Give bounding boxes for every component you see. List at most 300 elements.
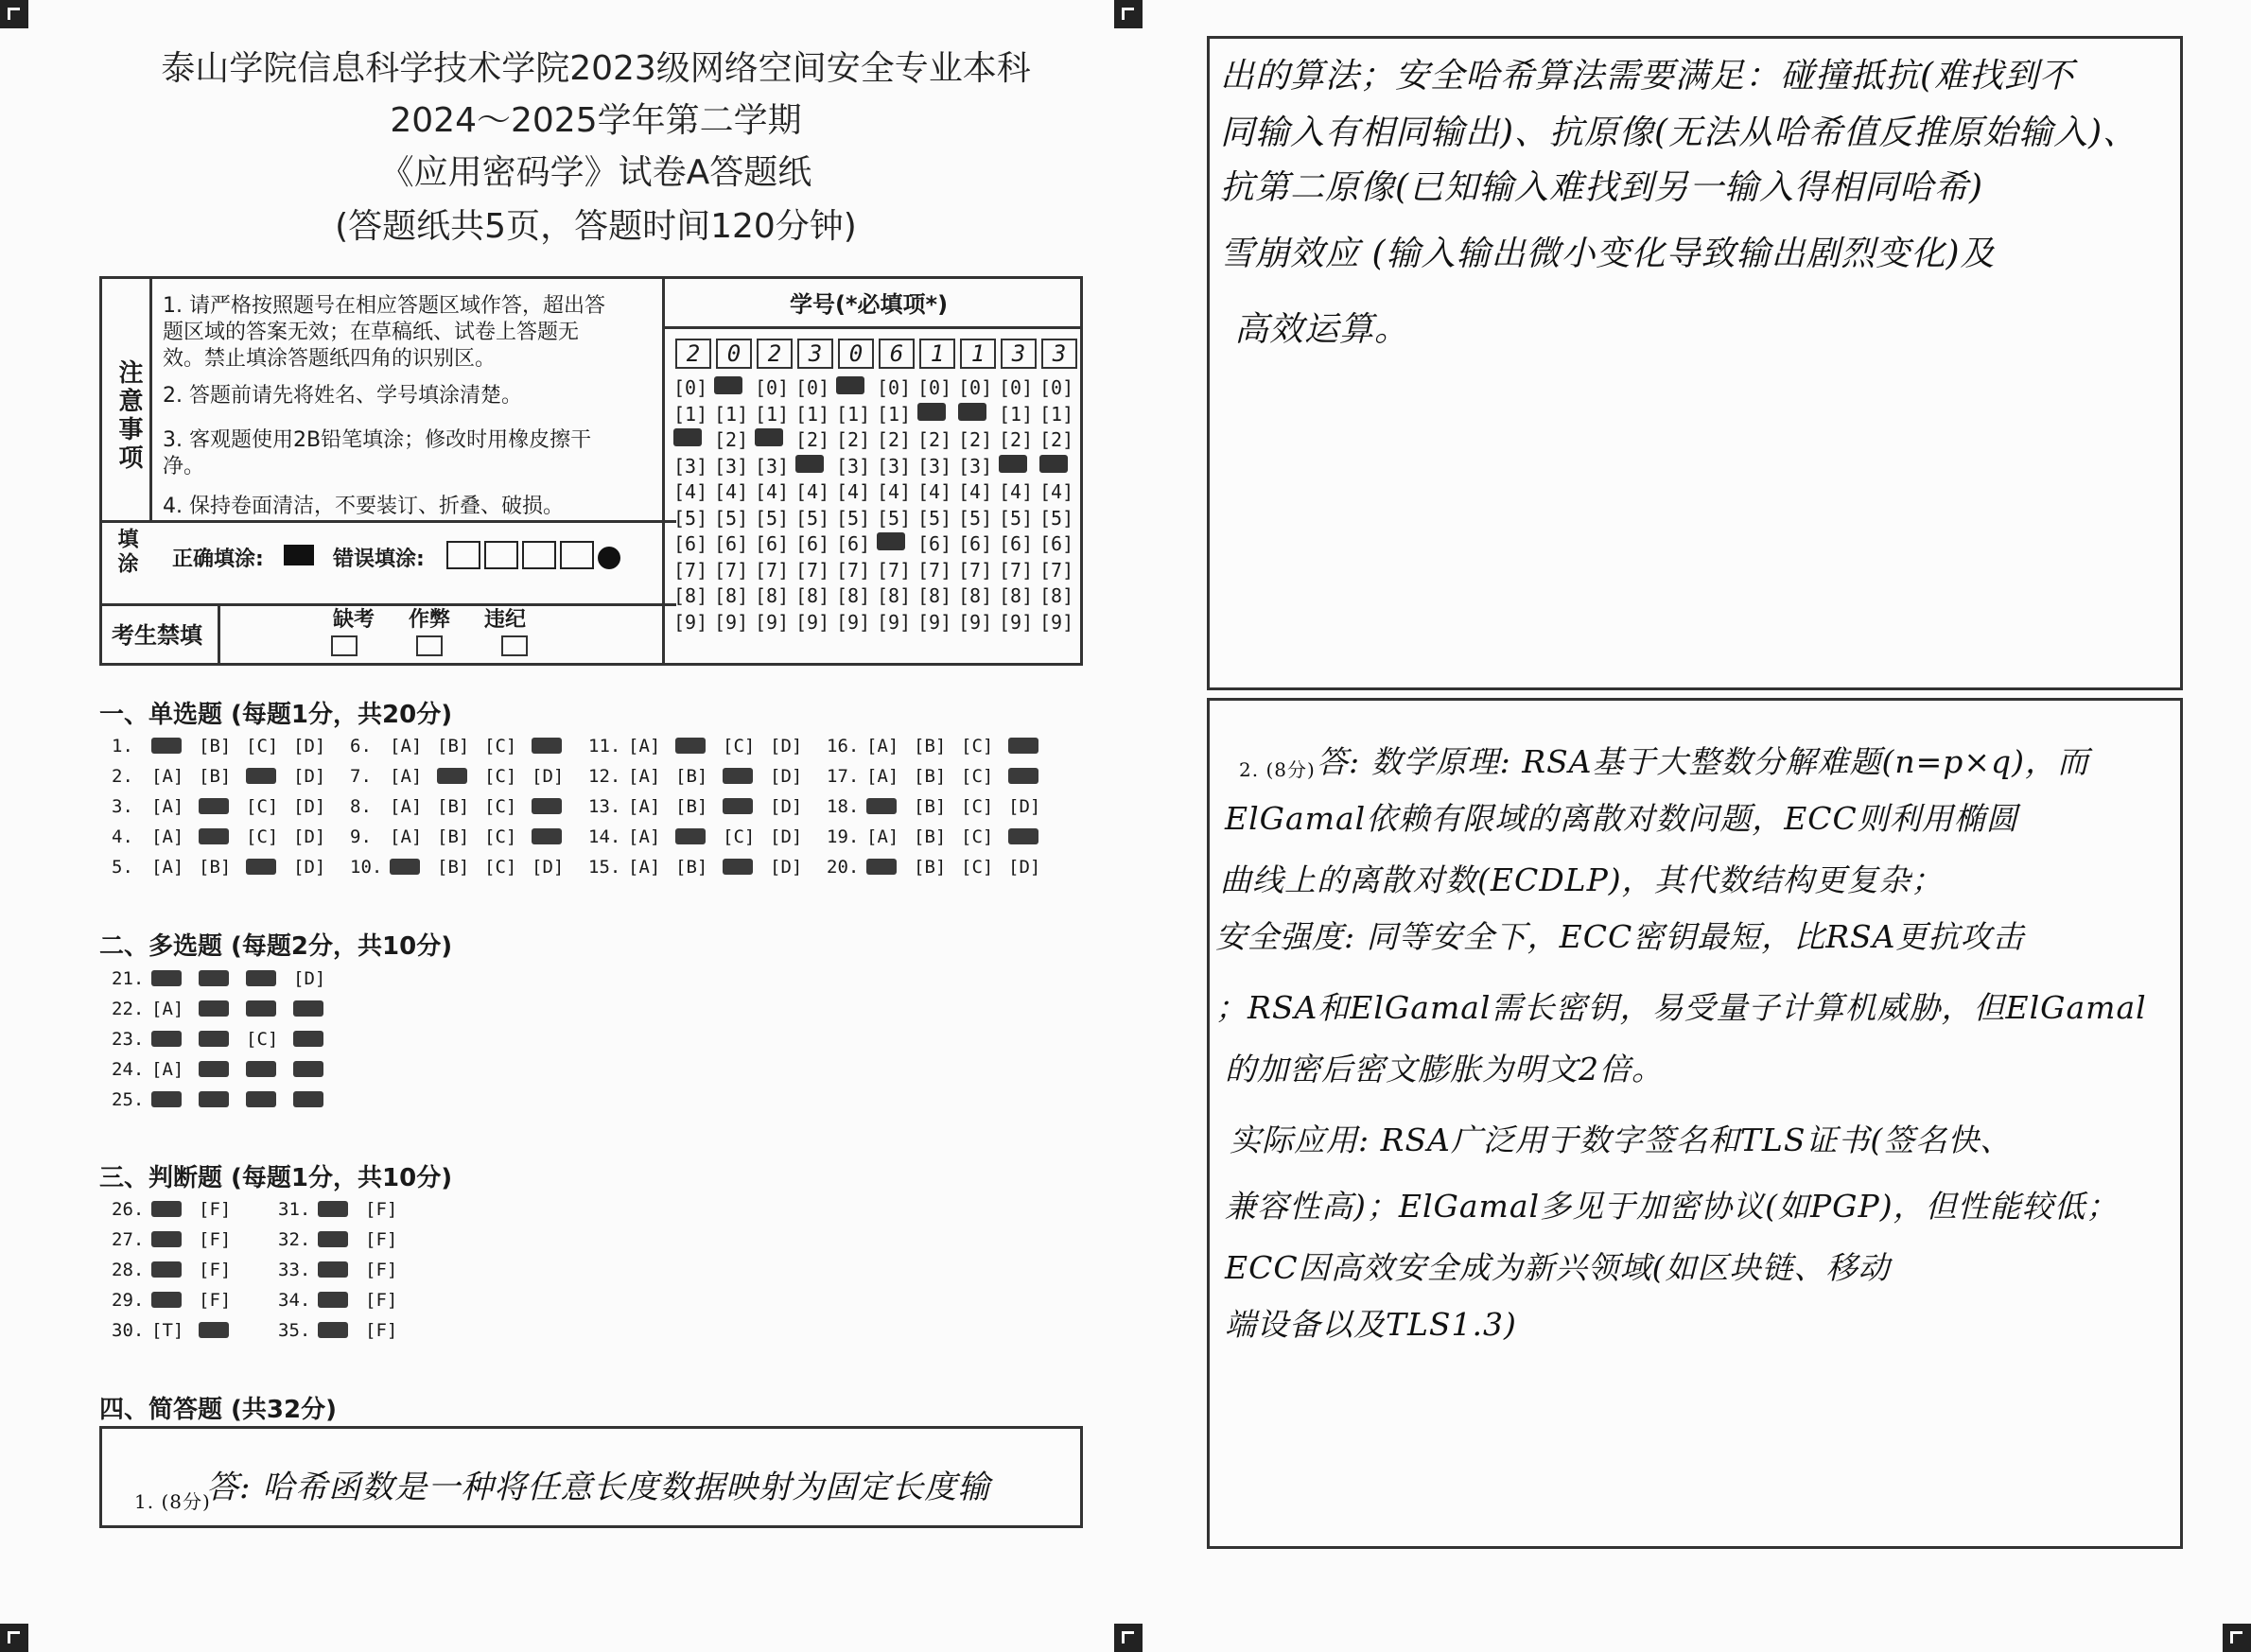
option-bubble[interactable]: [C] [246, 796, 279, 817]
student-id-written-digit: 0 [838, 339, 874, 369]
student-id-bubble[interactable]: [7] [958, 558, 993, 582]
option-bubble-filled[interactable] [151, 1260, 199, 1280]
judge-row [278, 1290, 412, 1311]
multi-choice-row [112, 1059, 340, 1080]
student-id-bubble[interactable]: [1] [714, 402, 749, 426]
student-id-bubble-filled[interactable] [877, 532, 905, 550]
option-bubble-filled[interactable] [199, 1059, 246, 1080]
option-bubble[interactable]: [A] [390, 766, 423, 787]
forbidden-label-divider [218, 603, 220, 666]
option-bubble-filled[interactable] [866, 796, 914, 817]
student-id-bubble[interactable]: [5] [836, 506, 871, 530]
student-id-bubble[interactable]: [5] [958, 506, 993, 530]
single-choice-row [350, 826, 579, 847]
student-id-bubble[interactable]: [9] [755, 610, 790, 634]
option-bubble-filled[interactable] [318, 1290, 365, 1311]
option-bubble[interactable]: [F] [199, 1229, 232, 1250]
corner-mark-bottom-left [0, 1624, 28, 1652]
student-id-bubble[interactable]: [1] [795, 402, 830, 426]
option-bubble[interactable]: [C] [246, 736, 279, 756]
section-judge-title: 三、判断题 (每题1分，共10分) [99, 1164, 453, 1192]
student-id-bubble[interactable]: [4] [795, 480, 830, 503]
option-bubble[interactable]: [C] [723, 736, 756, 756]
student-id-bubble[interactable]: [2] [836, 428, 871, 451]
student-id-bubble[interactable]: [9] [958, 610, 993, 634]
student-id-bubble[interactable]: [4] [836, 480, 871, 503]
student-id-bubble[interactable]: [7] [795, 558, 830, 582]
option-bubble[interactable]: [B] [199, 766, 232, 787]
option-bubble[interactable]: [B] [675, 857, 708, 878]
option-bubble-filled[interactable] [318, 1320, 365, 1341]
option-bubble-filled[interactable] [199, 1089, 246, 1110]
single-choice-row [827, 826, 1056, 847]
student-id-bubble[interactable]: [0] [673, 376, 708, 399]
option-bubble[interactable]: [C] [484, 736, 517, 756]
option-bubble[interactable]: [F] [199, 1260, 232, 1280]
student-id-bubble[interactable]: [8] [795, 584, 830, 607]
single-choice-row [827, 796, 1056, 817]
student-id-bubble[interactable]: [8] [917, 584, 952, 607]
student-id-bubble[interactable]: [3] [917, 454, 952, 478]
option-bubble-filled[interactable] [318, 1199, 365, 1220]
student-id-bubble[interactable]: [0] [877, 376, 912, 399]
student-id-bubble[interactable]: [3] [877, 454, 912, 478]
student-id-title: 学号(*必填项*) [790, 291, 949, 318]
student-id-bubble[interactable]: [5] [673, 506, 708, 530]
student-id-bubble[interactable]: [2] [714, 428, 749, 451]
section-short-title: 四、简答题 (共32分) [99, 1396, 337, 1424]
option-bubble[interactable]: [C] [484, 826, 517, 847]
option-bubble[interactable]: [B] [675, 766, 708, 787]
student-id-bubble[interactable]: [1] [673, 402, 708, 426]
student-id-bubble[interactable]: [9] [795, 610, 830, 634]
student-id-bubble[interactable]: [1] [836, 402, 871, 426]
option-bubble-filled[interactable] [293, 1089, 340, 1110]
option-bubble-filled[interactable] [151, 968, 199, 989]
option-bubble[interactable]: [A] [151, 1059, 184, 1080]
question-number: 11. [588, 736, 621, 756]
student-id-bubble[interactable]: [4] [1039, 480, 1074, 503]
student-id-bubble[interactable]: [4] [755, 480, 790, 503]
student-id-bubble[interactable]: [1] [999, 402, 1034, 426]
notice-item-1: 1. 请严格按照题号在相应答题区域作答，超出答题区域的答案无效；在草稿纸、试卷上答题无效。禁止填涂答题纸四角的识别区。 [163, 294, 605, 371]
student-id-bubble[interactable]: [6] [999, 532, 1034, 555]
student-id-bubble[interactable]: [7] [673, 558, 708, 582]
judge-area [112, 1199, 585, 1350]
student-id-bubble[interactable]: [2] [1039, 428, 1074, 451]
exam-title-line4: (答题纸共5页，答题时间120分钟) [335, 207, 857, 246]
student-id-bubble[interactable]: [1] [755, 402, 790, 426]
student-id-bubble[interactable]: [5] [795, 506, 830, 530]
student-id-bubble[interactable]: [0] [1039, 376, 1074, 399]
option-bubble[interactable]: [A] [628, 796, 661, 817]
option-bubble-filled[interactable] [151, 1229, 199, 1250]
question-number: 27. [112, 1229, 145, 1250]
option-bubble-filled[interactable] [437, 766, 484, 787]
single-choice-row [588, 796, 817, 817]
question-number: 3. [112, 796, 133, 817]
student-id-bubble[interactable]: [6] [795, 532, 830, 555]
judge-row [278, 1199, 412, 1220]
option-bubble[interactable]: [C] [961, 796, 994, 817]
q1-right-line-5: 高效运算。 [1234, 310, 1410, 349]
student-id-bubble[interactable]: [8] [958, 584, 993, 607]
option-bubble[interactable]: [B] [437, 736, 470, 756]
q1-right-line-3: 抗第二原像(已知输入难找到另一输入得相同哈希) [1220, 168, 1984, 207]
option-bubble-filled[interactable] [390, 857, 437, 878]
student-id-bubble[interactable]: [7] [877, 558, 912, 582]
option-bubble[interactable]: [F] [199, 1199, 232, 1220]
judge-row [112, 1320, 246, 1341]
option-bubble[interactable]: [A] [151, 857, 184, 878]
option-bubble[interactable]: [D] [293, 857, 326, 878]
option-bubble-filled[interactable] [246, 999, 293, 1019]
option-bubble[interactable]: [D] [532, 766, 565, 787]
option-bubble[interactable]: [A] [390, 796, 423, 817]
option-bubble[interactable]: [C] [961, 857, 994, 878]
student-id-bubble[interactable]: [5] [714, 506, 749, 530]
option-bubble[interactable]: [T] [151, 1320, 184, 1341]
option-bubble[interactable]: [F] [365, 1229, 398, 1250]
option-bubble[interactable]: [B] [199, 857, 232, 878]
exam-title-line2: 2024～2025学年第二学期 [390, 101, 802, 140]
forbidden-checkbox-cheat[interactable] [416, 635, 443, 656]
student-id-bubble-filled[interactable] [836, 376, 864, 394]
forbidden-absent: 缺考 [333, 608, 375, 632]
student-id-bubble[interactable]: [8] [877, 584, 912, 607]
student-id-bubble[interactable]: [1] [877, 402, 912, 426]
corner-mark-top-center [1114, 0, 1143, 28]
q2-line-4: 安全强度: 同等安全下，ECC密钥最短，比RSA更抗攻击 [1215, 918, 2025, 955]
option-bubble[interactable]: [C] [246, 1029, 279, 1050]
question-number: 24. [112, 1059, 145, 1080]
student-id-bubble[interactable]: [2] [795, 428, 830, 451]
corner-mark-top-left [0, 0, 28, 28]
option-bubble-filled[interactable] [199, 999, 246, 1019]
student-id-bubble[interactable]: [5] [1039, 506, 1074, 530]
option-bubble[interactable]: [B] [914, 736, 947, 756]
student-id-bubble[interactable]: [6] [673, 532, 708, 555]
student-id-bubble[interactable]: [9] [877, 610, 912, 634]
student-id-bubble[interactable]: [6] [836, 532, 871, 555]
student-id-bubble[interactable]: [9] [917, 610, 952, 634]
option-bubble[interactable]: [B] [914, 796, 947, 817]
option-bubble-filled[interactable] [246, 968, 293, 989]
option-bubble[interactable]: [F] [365, 1290, 398, 1311]
option-bubble-filled[interactable] [318, 1229, 365, 1250]
question-number: 1. [112, 736, 133, 756]
student-id-bubble[interactable]: [8] [999, 584, 1034, 607]
question-number: 7. [350, 766, 372, 787]
option-bubble[interactable]: [B] [437, 796, 470, 817]
q1-right-line-1: 出的算法；安全哈希算法需要满足：碰撞抵抗(难找到不 [1220, 57, 2075, 96]
option-bubble-filled[interactable] [151, 1029, 199, 1050]
option-bubble[interactable]: [D] [293, 736, 326, 756]
student-id-bubble[interactable]: [1] [1039, 402, 1074, 426]
student-id-bubble[interactable]: [6] [714, 532, 749, 555]
option-bubble[interactable]: [B] [199, 736, 232, 756]
single-choice-row [112, 826, 340, 847]
option-bubble-filled[interactable] [151, 1089, 199, 1110]
single-choice-row [112, 736, 340, 756]
student-id-bubble[interactable]: [4] [917, 480, 952, 503]
student-id-bubble-filled[interactable] [755, 428, 783, 446]
judge-row [278, 1229, 412, 1250]
question-number: 26. [112, 1199, 145, 1220]
question-number: 35. [278, 1320, 311, 1341]
question-number: 17. [827, 766, 860, 787]
student-id-bubble[interactable]: [9] [673, 610, 708, 634]
single-choice-row [827, 766, 1056, 787]
question-number: 33. [278, 1260, 311, 1280]
option-bubble-filled[interactable] [293, 999, 340, 1019]
student-id-bubble[interactable]: [7] [1039, 558, 1074, 582]
option-bubble-filled[interactable] [1008, 826, 1056, 847]
option-bubble-filled[interactable] [246, 1059, 293, 1080]
option-bubble[interactable]: [C] [723, 826, 756, 847]
option-bubble[interactable]: [A] [151, 766, 184, 787]
student-id-bubble[interactable]: [4] [999, 480, 1034, 503]
notice-label: 注意事项 [114, 359, 143, 473]
option-bubble[interactable]: [D] [770, 857, 803, 878]
option-bubble[interactable]: [F] [365, 1260, 398, 1280]
student-id-bubble[interactable]: [6] [1039, 532, 1074, 555]
student-id-bubble[interactable]: [0] [755, 376, 790, 399]
single-choice-row [350, 766, 579, 787]
option-bubble-filled[interactable] [723, 796, 770, 817]
student-id-bubble[interactable]: [3] [755, 454, 790, 478]
student-id-written-digit: 0 [716, 339, 752, 369]
student-id-bubble[interactable]: [7] [836, 558, 871, 582]
option-bubble[interactable]: [B] [675, 796, 708, 817]
student-id-bubble[interactable]: [6] [958, 532, 993, 555]
option-bubble[interactable]: [B] [914, 857, 947, 878]
option-bubble[interactable]: [D] [770, 766, 803, 787]
student-id-bubble[interactable]: [9] [1039, 610, 1074, 634]
q2-line-8: 兼容性高)；ElGamal多见于加密协议(如PGP)，但性能较低； [1225, 1188, 2119, 1225]
option-bubble[interactable]: [A] [866, 736, 899, 756]
option-bubble[interactable]: [A] [390, 826, 423, 847]
question-number: 16. [827, 736, 860, 756]
option-bubble-filled[interactable] [199, 1029, 246, 1050]
wrong-fill-samples [446, 541, 620, 573]
forbidden-checkbox-absent[interactable] [331, 635, 358, 656]
student-id-bubble[interactable]: [0] [917, 376, 952, 399]
option-bubble[interactable]: [C] [484, 796, 517, 817]
option-bubble-filled[interactable] [199, 796, 246, 817]
option-bubble[interactable]: [D] [293, 826, 326, 847]
option-bubble[interactable]: [B] [914, 766, 947, 787]
student-id-bubble[interactable]: [5] [917, 506, 952, 530]
option-bubble[interactable]: [C] [961, 826, 994, 847]
option-bubble-filled[interactable] [675, 826, 723, 847]
option-bubble-filled[interactable] [199, 1320, 246, 1341]
option-bubble[interactable]: [A] [628, 826, 661, 847]
option-bubble[interactable]: [C] [246, 826, 279, 847]
student-id-bubble[interactable]: [7] [999, 558, 1034, 582]
option-bubble[interactable]: [A] [151, 999, 184, 1019]
option-bubble[interactable]: [D] [532, 857, 565, 878]
student-id-bubble[interactable]: [8] [673, 584, 708, 607]
question-number: 8. [350, 796, 372, 817]
single-choice-area [112, 736, 1095, 887]
student-id-bubble[interactable]: [9] [836, 610, 871, 634]
option-bubble[interactable]: [B] [437, 857, 470, 878]
option-bubble[interactable]: [A] [866, 826, 899, 847]
option-bubble[interactable]: [A] [628, 736, 661, 756]
option-bubble-filled[interactable] [293, 1059, 340, 1080]
question-number: 12. [588, 766, 621, 787]
option-bubble-filled[interactable] [723, 857, 770, 878]
option-bubble[interactable]: [D] [293, 796, 326, 817]
student-id-bubble[interactable]: [0] [795, 376, 830, 399]
student-id-bubble[interactable]: [3] [714, 454, 749, 478]
option-bubble[interactable]: [B] [437, 826, 470, 847]
student-id-bubble[interactable]: [6] [917, 532, 952, 555]
student-id-written-digit: 1 [919, 339, 955, 369]
notice-item-3: 3. 客观题使用2B铅笔填涂；修改时用橡皮擦干净。 [163, 428, 592, 478]
multi-choice-row [112, 1029, 340, 1050]
option-bubble[interactable]: [A] [628, 766, 661, 787]
student-id-bubble[interactable]: [3] [673, 454, 708, 478]
question-number: 34. [278, 1290, 311, 1311]
option-bubble[interactable]: [D] [293, 968, 326, 989]
student-id-bubble-filled[interactable] [714, 376, 742, 394]
option-bubble-filled[interactable] [199, 968, 246, 989]
student-id-bubble[interactable]: [8] [1039, 584, 1074, 607]
option-bubble-filled[interactable] [532, 826, 579, 847]
forbidden-checkbox-violation[interactable] [501, 635, 528, 656]
student-id-written-digit: 2 [675, 339, 711, 369]
option-bubble-filled[interactable] [151, 1290, 199, 1311]
student-id-bubble-filled[interactable] [673, 428, 702, 446]
option-bubble-filled[interactable] [866, 857, 914, 878]
option-bubble[interactable]: [C] [961, 736, 994, 756]
student-id-bubble[interactable]: [7] [714, 558, 749, 582]
option-bubble[interactable]: [A] [151, 796, 184, 817]
option-bubble[interactable]: [F] [365, 1199, 398, 1220]
student-id-bubble-filled[interactable] [795, 455, 824, 473]
option-bubble[interactable]: [C] [961, 766, 994, 787]
student-id-bubble[interactable]: [6] [755, 532, 790, 555]
student-id-bubble-filled[interactable] [1039, 455, 1068, 473]
option-bubble-filled[interactable] [293, 1029, 340, 1050]
student-id-bubble[interactable]: [8] [836, 584, 871, 607]
question-number: 5. [112, 857, 133, 878]
student-id-bubble-filled[interactable] [958, 403, 986, 421]
option-bubble-filled[interactable] [532, 736, 579, 756]
student-id-bubble[interactable]: [5] [755, 506, 790, 530]
option-bubble[interactable]: [D] [1008, 857, 1041, 878]
student-id-bubble[interactable]: [7] [755, 558, 790, 582]
option-bubble-filled[interactable] [675, 736, 723, 756]
question-number: 19. [827, 826, 860, 847]
student-id-bubble[interactable]: [2] [877, 428, 912, 451]
question-number: 18. [827, 796, 860, 817]
student-id-bubble[interactable]: [3] [836, 454, 871, 478]
option-bubble[interactable]: [D] [293, 766, 326, 787]
corner-mark-bottom-right [2223, 1624, 2251, 1652]
exam-title-line3: 《应用密码学》试卷A答题纸 [379, 153, 812, 192]
option-bubble-filled[interactable] [1008, 766, 1056, 787]
judge-row [278, 1320, 412, 1341]
option-bubble-filled[interactable] [246, 857, 293, 878]
option-bubble[interactable]: [F] [199, 1290, 232, 1311]
option-bubble[interactable]: [A] [151, 826, 184, 847]
question-number: 15. [588, 857, 621, 878]
single-choice-row [112, 796, 340, 817]
option-bubble-filled[interactable] [1008, 736, 1056, 756]
forbidden-label: 考生禁填 [112, 622, 202, 649]
option-bubble-filled[interactable] [246, 766, 293, 787]
question-number: 14. [588, 826, 621, 847]
question-number: 23. [112, 1029, 145, 1050]
option-bubble[interactable]: [A] [390, 736, 423, 756]
option-bubble[interactable]: [A] [866, 766, 899, 787]
option-bubble-filled[interactable] [246, 1089, 293, 1110]
correct-fill-sample [284, 545, 314, 565]
option-bubble[interactable]: [C] [484, 857, 517, 878]
student-id-bubble-filled[interactable] [999, 455, 1027, 473]
student-id-bubble[interactable]: [8] [755, 584, 790, 607]
student-id-bubble[interactable]: [2] [917, 428, 952, 451]
multi-choice-area [112, 968, 585, 1120]
student-id-bubble[interactable]: [9] [999, 610, 1034, 634]
option-bubble-filled[interactable] [151, 1199, 199, 1220]
student-id-bubble[interactable]: [2] [958, 428, 993, 451]
option-bubble-filled[interactable] [199, 826, 246, 847]
option-bubble[interactable]: [F] [365, 1320, 398, 1341]
student-id-bubble[interactable]: [0] [999, 376, 1034, 399]
option-bubble[interactable]: [D] [1008, 796, 1041, 817]
option-bubble[interactable]: [C] [484, 766, 517, 787]
q1-label: 1. (8分) [134, 1490, 211, 1513]
student-id-bubble[interactable]: [3] [958, 454, 993, 478]
student-id-bubble[interactable]: [8] [714, 584, 749, 607]
option-bubble-filled[interactable] [723, 766, 770, 787]
student-id-bubble[interactable]: [9] [714, 610, 749, 634]
option-bubble-filled[interactable] [318, 1260, 365, 1280]
question-number: 28. [112, 1260, 145, 1280]
student-id-bubble[interactable]: [4] [877, 480, 912, 503]
option-bubble-filled[interactable] [151, 736, 199, 756]
student-id-bubble[interactable]: [4] [958, 480, 993, 503]
single-choice-row [588, 826, 817, 847]
judge-row [112, 1260, 246, 1280]
option-bubble[interactable]: [B] [914, 826, 947, 847]
option-bubble[interactable]: [A] [628, 857, 661, 878]
student-id-bubble[interactable]: [5] [877, 506, 912, 530]
student-id-title-line [662, 326, 1083, 329]
single-choice-row [588, 736, 817, 756]
option-bubble[interactable]: [D] [770, 826, 803, 847]
student-id-divider [662, 276, 665, 666]
option-bubble[interactable]: [D] [770, 736, 803, 756]
student-id-bubble[interactable]: [4] [714, 480, 749, 503]
student-id-bubble[interactable]: [2] [999, 428, 1034, 451]
forbidden-violation: 违纪 [484, 608, 527, 632]
wrong-fill-label: 错误填涂: [333, 548, 425, 571]
student-id-bubble[interactable]: [5] [999, 506, 1034, 530]
student-id-bubble-filled[interactable] [917, 403, 946, 421]
student-id-bubble[interactable]: [4] [673, 480, 708, 503]
option-bubble-filled[interactable] [532, 796, 579, 817]
option-bubble[interactable]: [D] [770, 796, 803, 817]
q1-right-line-4: 雪崩效应 (输入输出微小变化导致输出剧烈变化)及 [1220, 235, 1996, 273]
question-number: 10. [350, 857, 383, 878]
student-id-bubble[interactable]: [7] [917, 558, 952, 582]
student-id-bubble[interactable]: [0] [958, 376, 993, 399]
